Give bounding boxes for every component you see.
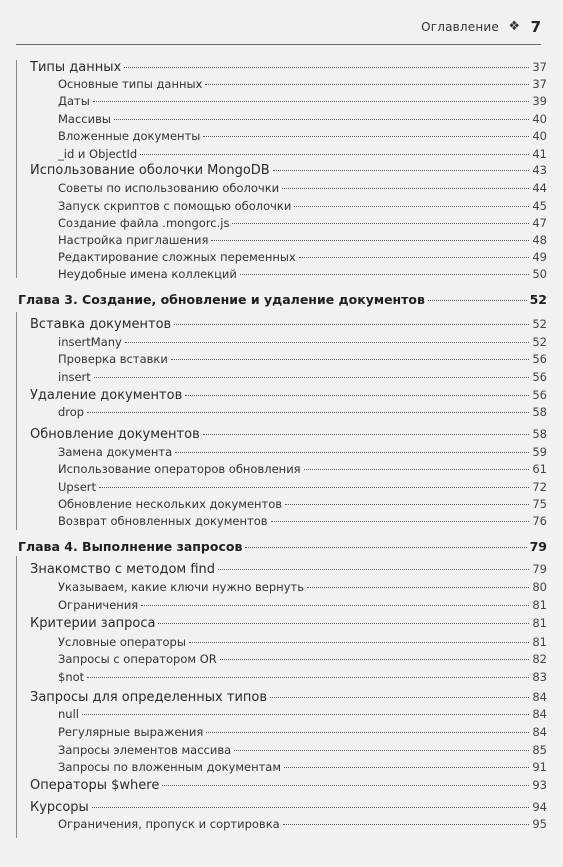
- dot-leader: [141, 605, 529, 606]
- toc-entry-page: 94: [532, 800, 547, 814]
- toc-entry-page: 47: [532, 216, 547, 230]
- toc-entry-page: 95: [532, 817, 547, 831]
- diamond-ornament-icon: ❖: [508, 19, 520, 34]
- toc-entry-page: 79: [532, 562, 547, 576]
- toc-subsection-entry: [58, 817, 547, 831]
- toc-entry-title: _id и ObjectId: [58, 147, 138, 161]
- toc-subsection-entry: [58, 445, 547, 459]
- toc-entry-page: 93: [532, 778, 547, 792]
- toc-entry-page: 84: [532, 690, 547, 704]
- toc-entry-page: 91: [532, 760, 547, 774]
- dot-leader: [175, 452, 529, 453]
- toc-entry-title: Использование оболочки MongoDB: [30, 163, 270, 178]
- toc-entry-title: Даты: [58, 94, 90, 108]
- toc-entry-title: Ограничения: [58, 598, 139, 612]
- toc-entry-title: Операторы $where: [30, 778, 160, 793]
- toc-entry-page: 44: [532, 181, 547, 195]
- toc-entry-title: Глава 3. Создание, обновление и удаление документов: [18, 292, 425, 307]
- toc-subsection-entry: [58, 580, 547, 594]
- dot-leader: [283, 824, 530, 825]
- toc-entry-title: Неудобные имена коллекций: [58, 267, 237, 281]
- dot-leader: [273, 170, 530, 171]
- toc-entry-page: 50: [532, 267, 547, 281]
- dot-leader: [99, 487, 529, 488]
- toc-entry-page: 81: [532, 616, 547, 630]
- dot-leader: [114, 119, 529, 120]
- toc-subsection-entry: [58, 707, 547, 721]
- toc-entry-page: 76: [532, 514, 547, 528]
- toc-subsection-entry: [58, 743, 547, 757]
- toc-entry-page: 41: [532, 147, 547, 161]
- toc-entry-page: 52: [532, 335, 547, 349]
- toc-entry-page: 82: [532, 652, 547, 666]
- toc-entry-page: 58: [532, 427, 547, 441]
- toc-entry-title: insertMany: [58, 335, 122, 349]
- dot-leader: [304, 469, 530, 470]
- toc-entry-page: 56: [532, 388, 547, 402]
- dot-leader: [205, 84, 529, 85]
- toc-subsection-entry: [58, 480, 547, 494]
- toc-entry-title: Глава 4. Выполнение запросов: [18, 539, 243, 554]
- toc-subsection-entry: [58, 652, 547, 666]
- dot-leader: [87, 412, 529, 413]
- toc-section-entry: [30, 778, 547, 793]
- toc-entry-page: 79: [529, 539, 547, 554]
- toc-subsection-entry: [58, 94, 547, 108]
- toc-entry-title: Запросы элементов массива: [58, 743, 232, 757]
- toc-section-entry: [30, 388, 547, 403]
- toc-entry-page: 39: [532, 94, 547, 108]
- toc-entry-title: null: [58, 707, 79, 721]
- toc-entry-title: insert: [58, 370, 91, 384]
- toc-subsection-entry: [58, 598, 547, 612]
- toc-entry-title: Курсоры: [30, 800, 89, 815]
- toc-entry-page: 84: [532, 707, 547, 721]
- toc-entry-title: Массивы: [58, 112, 111, 126]
- toc-entry-page: 85: [532, 743, 547, 757]
- toc-entry-title: Знакомство с методом find: [30, 562, 216, 577]
- dot-leader: [284, 767, 529, 768]
- toc-entry-title: Проверка вставки: [58, 352, 168, 366]
- toc-entry-title: Удаление документов: [30, 388, 183, 403]
- dot-leader: [271, 521, 530, 522]
- toc-entry-title: Регулярные выражения: [58, 725, 204, 739]
- toc-subsection-entry: [58, 216, 547, 230]
- dot-leader: [220, 659, 530, 660]
- dot-leader: [92, 807, 530, 808]
- dot-leader: [218, 569, 529, 570]
- toc-section-entry: [30, 616, 547, 631]
- toc-subsection-entry: [58, 635, 547, 649]
- toc-entry-title: Запросы с оператором OR: [58, 652, 217, 666]
- toc-entry-page: 61: [532, 462, 547, 476]
- dot-leader: [185, 395, 529, 396]
- toc-entry-title: Редактирование сложных переменных: [58, 250, 296, 264]
- dot-leader: [285, 504, 529, 505]
- toc-entry-page: 83: [532, 670, 547, 684]
- toc-entry-page: 56: [532, 370, 547, 384]
- dot-leader: [162, 785, 529, 786]
- toc-entry-title: Обновление нескольких документов: [58, 497, 283, 511]
- toc-entry-title: Ограничения, пропуск и сортировка: [58, 817, 280, 831]
- dot-leader: [125, 342, 530, 343]
- dot-leader: [140, 154, 529, 155]
- toc-entry-title: $not: [58, 670, 85, 684]
- toc-subsection-entry: [58, 725, 547, 739]
- toc-section-entry: [30, 427, 547, 442]
- toc-entry-page: 75: [532, 497, 547, 511]
- toc-entry-page: 52: [532, 317, 547, 331]
- dot-leader: [282, 188, 529, 189]
- toc-section-entry: [30, 60, 547, 75]
- toc-entry-page: 37: [532, 60, 547, 74]
- toc-entry-page: 56: [532, 352, 547, 366]
- toc-subsection-entry: [58, 514, 547, 528]
- toc-subsection-entry: [58, 77, 547, 91]
- toc-section-entry: [30, 163, 547, 178]
- toc-entry-page: 37: [532, 77, 547, 91]
- dot-leader: [158, 623, 529, 624]
- toc-entry-title: Основные типы данных: [58, 77, 203, 91]
- toc-subsection-entry: [58, 250, 547, 264]
- toc-entry-title: Советы по использованию оболочки: [58, 181, 280, 195]
- toc-entry-page: 72: [532, 480, 547, 494]
- toc-subsection-entry: [58, 370, 547, 384]
- toc-subsection-entry: [58, 760, 547, 774]
- toc-entry-title: Использование операторов обновления: [58, 462, 301, 476]
- toc-entry-title: Настройка приглашения: [58, 233, 209, 247]
- toc-entry-page: 40: [532, 129, 547, 143]
- header-title: Оглавление: [421, 20, 499, 34]
- toc-subsection-entry: [58, 405, 547, 419]
- dot-leader: [171, 359, 530, 360]
- dot-leader: [270, 697, 529, 698]
- dot-leader: [299, 257, 530, 258]
- toc-entry-page: 58: [532, 405, 547, 419]
- toc-entry-page: 52: [529, 292, 547, 307]
- dot-leader: [211, 240, 529, 241]
- toc-subsection-entry: [58, 181, 547, 195]
- toc-entry-title: Критерии запроса: [30, 616, 156, 631]
- dot-leader: [94, 377, 530, 378]
- toc-entry-title: Запросы по вложенным документам: [58, 760, 282, 774]
- dot-leader: [428, 300, 527, 301]
- dot-leader: [203, 136, 529, 137]
- toc-subsection-entry: [58, 199, 547, 213]
- toc-entry-title: Возврат обновленных документов: [58, 514, 268, 528]
- toc-entry-page: 48: [532, 233, 547, 247]
- toc-entry-page: 49: [532, 250, 547, 264]
- toc-entry-title: Замена документа: [58, 445, 173, 459]
- toc-subsection-entry: [58, 335, 547, 349]
- toc-section-entry: [30, 800, 547, 815]
- toc-entry-page: 45: [532, 199, 547, 213]
- dot-leader: [232, 223, 529, 224]
- dot-leader: [87, 677, 529, 678]
- toc-entry-title: Запросы для определенных типов: [30, 690, 268, 705]
- dot-leader: [294, 206, 529, 207]
- dot-leader: [174, 324, 529, 325]
- toc-entry-title: Обновление документов: [30, 427, 200, 442]
- toc-section-entry: [30, 317, 547, 332]
- toc-entry-page: 40: [532, 112, 547, 126]
- toc-entry-page: 81: [532, 635, 547, 649]
- toc-subsection-entry: [58, 112, 547, 126]
- dot-leader: [124, 67, 529, 68]
- toc-subsection-entry: [58, 267, 547, 281]
- toc-entry-page: 84: [532, 725, 547, 739]
- toc-subsection-entry: [58, 497, 547, 511]
- toc-subsection-entry: [58, 352, 547, 366]
- toc-entry-title: Типы данных: [30, 60, 122, 75]
- toc-subsection-entry: [58, 670, 547, 684]
- toc-chapter-entry: [18, 539, 547, 554]
- dot-leader: [203, 434, 530, 435]
- dot-leader: [240, 274, 529, 275]
- toc-entry-page: 43: [532, 163, 547, 177]
- toc-subsection-entry: [58, 147, 547, 161]
- dot-leader: [189, 642, 529, 643]
- toc-entry-page: 80: [532, 580, 547, 594]
- toc-entry-title: drop: [58, 405, 85, 419]
- toc-entry-title: Вставка документов: [30, 317, 172, 332]
- toc-entry-title: Upsert: [58, 480, 97, 494]
- toc-entry-title: Создание файла .mongorc.js: [58, 216, 230, 230]
- toc-subsection-entry: [58, 233, 547, 247]
- dot-leader: [245, 547, 526, 548]
- dot-leader: [206, 732, 529, 733]
- toc-entry-title: Условные операторы: [58, 635, 186, 649]
- dot-leader: [307, 587, 529, 588]
- header-page-number: 7: [530, 18, 541, 36]
- toc-entry-page: 59: [532, 445, 547, 459]
- toc-section-entry: [30, 690, 547, 705]
- toc-entry-page: 81: [532, 598, 547, 612]
- dot-leader: [93, 101, 530, 102]
- toc-subsection-entry: [58, 462, 547, 476]
- dot-leader: [82, 714, 529, 715]
- toc-entry-title: Указываем, какие ключи нужно вернуть: [58, 580, 304, 594]
- toc-section-entry: [30, 562, 547, 577]
- toc-entry-title: Запуск скриптов с помощью оболочки: [58, 199, 292, 213]
- toc-chapter-entry: [18, 292, 547, 307]
- toc-subsection-entry: [58, 129, 547, 143]
- dot-leader: [234, 750, 529, 751]
- toc-entry-title: Вложенные документы: [58, 129, 201, 143]
